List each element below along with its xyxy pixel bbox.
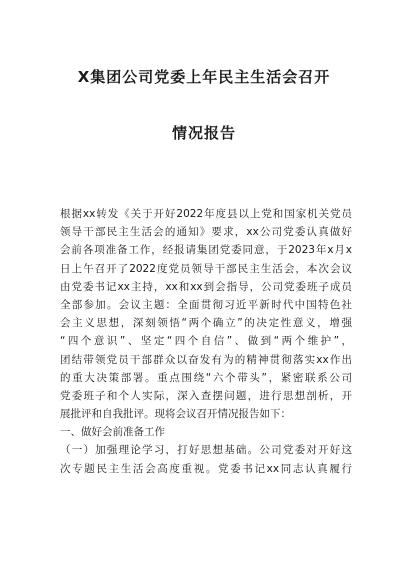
body-line (60, 223, 352, 241)
body-line-text: 会主义思想，深刻领悟“两个确立”的决定性意义，增强 (60, 317, 352, 330)
body-line-text: 团结带领党员干部群众以奋发有为的精神贯彻落实xx作出 (60, 353, 352, 366)
document-body (60, 205, 352, 478)
body-line (60, 387, 352, 405)
section-heading (60, 423, 352, 441)
body-line (60, 241, 352, 259)
body-line-text: （一）加强理论学习，打好思想基础。公司党委对开好这 (60, 444, 352, 457)
body-line (60, 369, 352, 387)
document-title: X集团公司党委上年民主生活会召开 (77, 68, 331, 86)
body-line (60, 260, 352, 278)
body-line-text: 会前各项准备工作，经报请集团党委同意，于2023年x月x (60, 244, 352, 257)
body-line-text: 根据xx转发《关于开好2022年度县以上党和国家机关党员 (60, 208, 352, 220)
body-line (60, 205, 352, 223)
body-line-text: 的重大决策部署。重点围绕“六个带头”，紧密联系公司 (60, 371, 352, 384)
body-line (60, 460, 352, 478)
body-line (60, 332, 352, 350)
document-subtitle: 情况报告 (171, 124, 236, 142)
body-line (60, 441, 352, 459)
body-line-text: “四个意识”、坚定“四个自信”、做到“两个维护”， (60, 335, 352, 348)
section-heading-text: 一、做好会前准备工作 (60, 426, 165, 439)
body-line-text: 领导干部民主生活会的通知》要求，xx公司党委认真做好 (60, 226, 352, 239)
body-line (60, 314, 352, 332)
body-line-text: 党委班子和个人实际，深入查摆问题，进行思想剖析，开 (60, 389, 352, 402)
body-line-text: 全部参加。会议主题：全面贯彻习近平新时代中国特色社 (60, 298, 352, 311)
body-line-text: 次专题民主生活会高度重视。党委书记xx同志认真履行 (60, 462, 352, 475)
body-line (60, 296, 352, 314)
body-line-text: 展批评和自我批评。现将会议召开情况报告如下： (60, 408, 291, 421)
body-line (60, 405, 352, 423)
body-line (60, 278, 352, 296)
body-line-text: 日上午召开了2022度党员领导干部民主生活会，本次会议 (60, 262, 352, 275)
body-line (60, 351, 352, 369)
body-line-text: 由党委书记xx主持，xx和xx到会指导，公司党委班子成员 (60, 280, 352, 293)
